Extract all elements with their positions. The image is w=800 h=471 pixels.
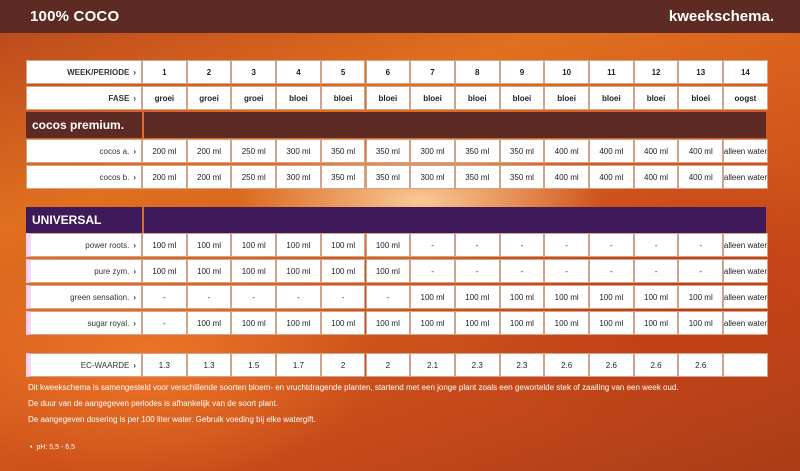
phase-cell: bloei (321, 86, 366, 110)
dosage-cell: 100 ml (321, 233, 366, 257)
ec-value-cell: 1.7 (276, 353, 321, 377)
note-line: De aangegeven dosering is per 100 liter water. Gebruik voeding bij elke watergift. (28, 415, 316, 424)
ec-value-cell: 2.3 (455, 353, 500, 377)
dosage-cell: 250 ml (231, 165, 276, 189)
dosage-cell: 350 ml (321, 165, 366, 189)
section-header-cocos-premium (26, 112, 766, 138)
ec-value-cell: 1.5 (231, 353, 276, 377)
dosage-cell: 300 ml (276, 165, 321, 189)
week-cell: 10 (544, 60, 589, 84)
dosage-cell: 100 ml (500, 285, 545, 309)
chevron-right-icon: › (133, 266, 136, 276)
dosage-cell: - (276, 285, 321, 309)
dosage-cell: 350 ml (455, 139, 500, 163)
dosage-cell: 100 ml (276, 233, 321, 257)
week-cell: 13 (678, 60, 723, 84)
dosage-cell: 100 ml (634, 311, 679, 335)
dosage-cell: - (589, 259, 634, 283)
product-row-label (26, 233, 142, 257)
week-cell: 8 (455, 60, 500, 84)
phase-cell: bloei (410, 86, 455, 110)
dosage-cell: 300 ml (410, 139, 455, 163)
chevron-right-icon: › (133, 172, 136, 182)
dosage-cell: - (321, 285, 366, 309)
ec-value-cell: 2.6 (544, 353, 589, 377)
dosage-cell: - (231, 285, 276, 309)
chevron-right-icon: › (133, 67, 136, 77)
dosage-cell: 100 ml (544, 311, 589, 335)
dosage-cell: 100 ml (187, 311, 232, 335)
dosage-cell: alleen water (723, 233, 768, 257)
phase-cell: bloei (500, 86, 545, 110)
dosage-cell: - (142, 285, 187, 309)
dosage-cell: - (410, 233, 455, 257)
dosage-cell: 400 ml (678, 165, 723, 189)
dosage-cell: 200 ml (142, 165, 187, 189)
dosage-cell: alleen water (723, 285, 768, 309)
dosage-cell: - (455, 233, 500, 257)
dosage-cell: 100 ml (142, 233, 187, 257)
phase-label (26, 86, 142, 110)
dosage-cell: 100 ml (231, 233, 276, 257)
dosage-cell: 200 ml (142, 139, 187, 163)
chevron-right-icon: › (133, 240, 136, 250)
row-label-text: cocos a. (99, 146, 130, 156)
week-cell: 11 (589, 60, 634, 84)
dosage-cell: 100 ml (142, 259, 187, 283)
product-row-label (26, 311, 142, 335)
dosage-cell: 100 ml (321, 311, 366, 335)
row-label-text: WEEK/PERIODE (67, 67, 130, 77)
phase-cell: bloei (589, 86, 634, 110)
dosage-cell: 100 ml (366, 233, 411, 257)
phase-cell: bloei (455, 86, 500, 110)
product-row-label (26, 259, 142, 283)
ec-value-cell: 1.3 (142, 353, 187, 377)
week-cell: 9 (500, 60, 545, 84)
dosage-cell: 400 ml (634, 139, 679, 163)
ec-value-cell: 1.3 (187, 353, 232, 377)
dosage-cell: - (544, 259, 589, 283)
dosage-cell: 300 ml (410, 165, 455, 189)
ec-value-cell: 2.6 (678, 353, 723, 377)
product-row-label (26, 165, 142, 189)
ec-value-cell: 2.6 (634, 353, 679, 377)
dosage-cell: - (142, 311, 187, 335)
phase-cell: oogst (723, 86, 768, 110)
week-cell: 4 (276, 60, 321, 84)
dosage-cell: 100 ml (455, 311, 500, 335)
ec-value-cell: 2.6 (589, 353, 634, 377)
dosage-cell: 100 ml (321, 259, 366, 283)
dosage-cell: 100 ml (366, 311, 411, 335)
dosage-cell: 250 ml (231, 139, 276, 163)
dosage-cell: alleen water (723, 139, 768, 163)
note-line: De duur van de aangegeven periodes is afhankelijk van de soort plant. (28, 399, 278, 408)
dosage-cell: 400 ml (589, 165, 634, 189)
dosage-cell: - (500, 259, 545, 283)
dosage-cell: 350 ml (366, 165, 411, 189)
product-row-label (26, 139, 142, 163)
ec-value-cell: 2 (366, 353, 411, 377)
phase-cell: groei (231, 86, 276, 110)
dosage-cell: 100 ml (678, 311, 723, 335)
phase-cell: bloei (366, 86, 411, 110)
dosage-cell: 100 ml (231, 259, 276, 283)
dosage-cell: 100 ml (678, 285, 723, 309)
dosage-cell: 400 ml (589, 139, 634, 163)
row-label-text: EC-WAARDE (80, 360, 130, 370)
chevron-right-icon: › (133, 360, 136, 370)
phase-cell: bloei (678, 86, 723, 110)
row-label-text: FASE (108, 93, 130, 103)
dosage-cell: - (187, 285, 232, 309)
dosage-cell: 200 ml (187, 139, 232, 163)
bullet-icon: • (30, 444, 33, 451)
dosage-cell: - (589, 233, 634, 257)
row-label-text: sugar royal. (87, 318, 130, 328)
row-label-text: cocos b. (99, 172, 130, 182)
week-cell: 14 (723, 60, 768, 84)
dosage-cell: 100 ml (544, 285, 589, 309)
week-cell: 1 (142, 60, 187, 84)
dosage-cell: - (634, 233, 679, 257)
dosage-cell: alleen water (723, 311, 768, 335)
week-label (26, 60, 142, 84)
note-line: Dit kweekschema is samengesteld voor verschillende soorten bloem- en vruchtdragende planten, startend met een jonge plant zoals een gewortelde stek of zaailing van een week oud. (28, 383, 679, 392)
top-bar (0, 0, 800, 33)
chevron-right-icon: › (133, 318, 136, 328)
dosage-cell: 400 ml (678, 139, 723, 163)
dosage-cell: 400 ml (634, 165, 679, 189)
dosage-cell: - (366, 285, 411, 309)
dosage-cell: 100 ml (589, 311, 634, 335)
dosage-cell: - (678, 233, 723, 257)
phase-cell: bloei (634, 86, 679, 110)
dosage-cell: 350 ml (455, 165, 500, 189)
dosage-cell: 100 ml (276, 259, 321, 283)
phase-cell: groei (187, 86, 232, 110)
phase-cell: bloei (276, 86, 321, 110)
dosage-cell: 100 ml (589, 285, 634, 309)
dosage-cell: 100 ml (187, 259, 232, 283)
dosage-cell: 100 ml (410, 311, 455, 335)
product-row-label (26, 285, 142, 309)
week-cell: 12 (634, 60, 679, 84)
page-title: 100% COCO (30, 8, 120, 25)
dosage-cell: - (634, 259, 679, 283)
dosage-cell: - (410, 259, 455, 283)
section-title: UNIVERSAL (32, 207, 144, 233)
dosage-cell: 400 ml (544, 139, 589, 163)
ec-value-cell: 2.3 (500, 353, 545, 377)
ec-value-cell: 2.1 (410, 353, 455, 377)
dosage-cell: 350 ml (366, 139, 411, 163)
ec-value-cell: 2 (321, 353, 366, 377)
ec-label (26, 353, 142, 377)
dosage-cell: alleen water (723, 165, 768, 189)
dosage-cell: 100 ml (500, 311, 545, 335)
dosage-cell: 350 ml (500, 165, 545, 189)
week-cell: 6 (366, 60, 411, 84)
dosage-cell: 200 ml (187, 165, 232, 189)
ec-value-cell (723, 353, 768, 377)
dosage-cell: alleen water (723, 259, 768, 283)
section-title: cocos premium. (32, 112, 144, 138)
dosage-cell: - (455, 259, 500, 283)
dosage-cell: - (544, 233, 589, 257)
phase-cell: groei (142, 86, 187, 110)
dosage-cell: 400 ml (544, 165, 589, 189)
dosage-cell: 100 ml (187, 233, 232, 257)
phase-cell: bloei (544, 86, 589, 110)
brand-logo-text: kweekschema. (668, 8, 774, 25)
ph-value: pH: 5,5 - 6,5 (36, 444, 75, 451)
dosage-cell: 300 ml (276, 139, 321, 163)
week-cell: 7 (410, 60, 455, 84)
week-cell: 3 (231, 60, 276, 84)
row-label-text: power roots. (85, 240, 130, 250)
dosage-cell: 100 ml (455, 285, 500, 309)
dosage-cell: 350 ml (500, 139, 545, 163)
dosage-cell: - (678, 259, 723, 283)
chevron-right-icon: › (133, 93, 136, 103)
dosage-cell: 100 ml (634, 285, 679, 309)
ph-range (30, 444, 75, 451)
dosage-cell: - (500, 233, 545, 257)
week-cell: 2 (187, 60, 232, 84)
dosage-cell: 100 ml (231, 311, 276, 335)
dosage-cell: 350 ml (321, 139, 366, 163)
week-cell: 5 (321, 60, 366, 84)
dosage-cell: 100 ml (410, 285, 455, 309)
section-header-universal (26, 207, 766, 233)
dosage-cell: 100 ml (276, 311, 321, 335)
row-label-text: pure zym. (94, 266, 130, 276)
row-label-text: green sensation. (70, 292, 130, 302)
dosage-cell: 100 ml (366, 259, 411, 283)
chevron-right-icon: › (133, 292, 136, 302)
chevron-right-icon: › (133, 146, 136, 156)
